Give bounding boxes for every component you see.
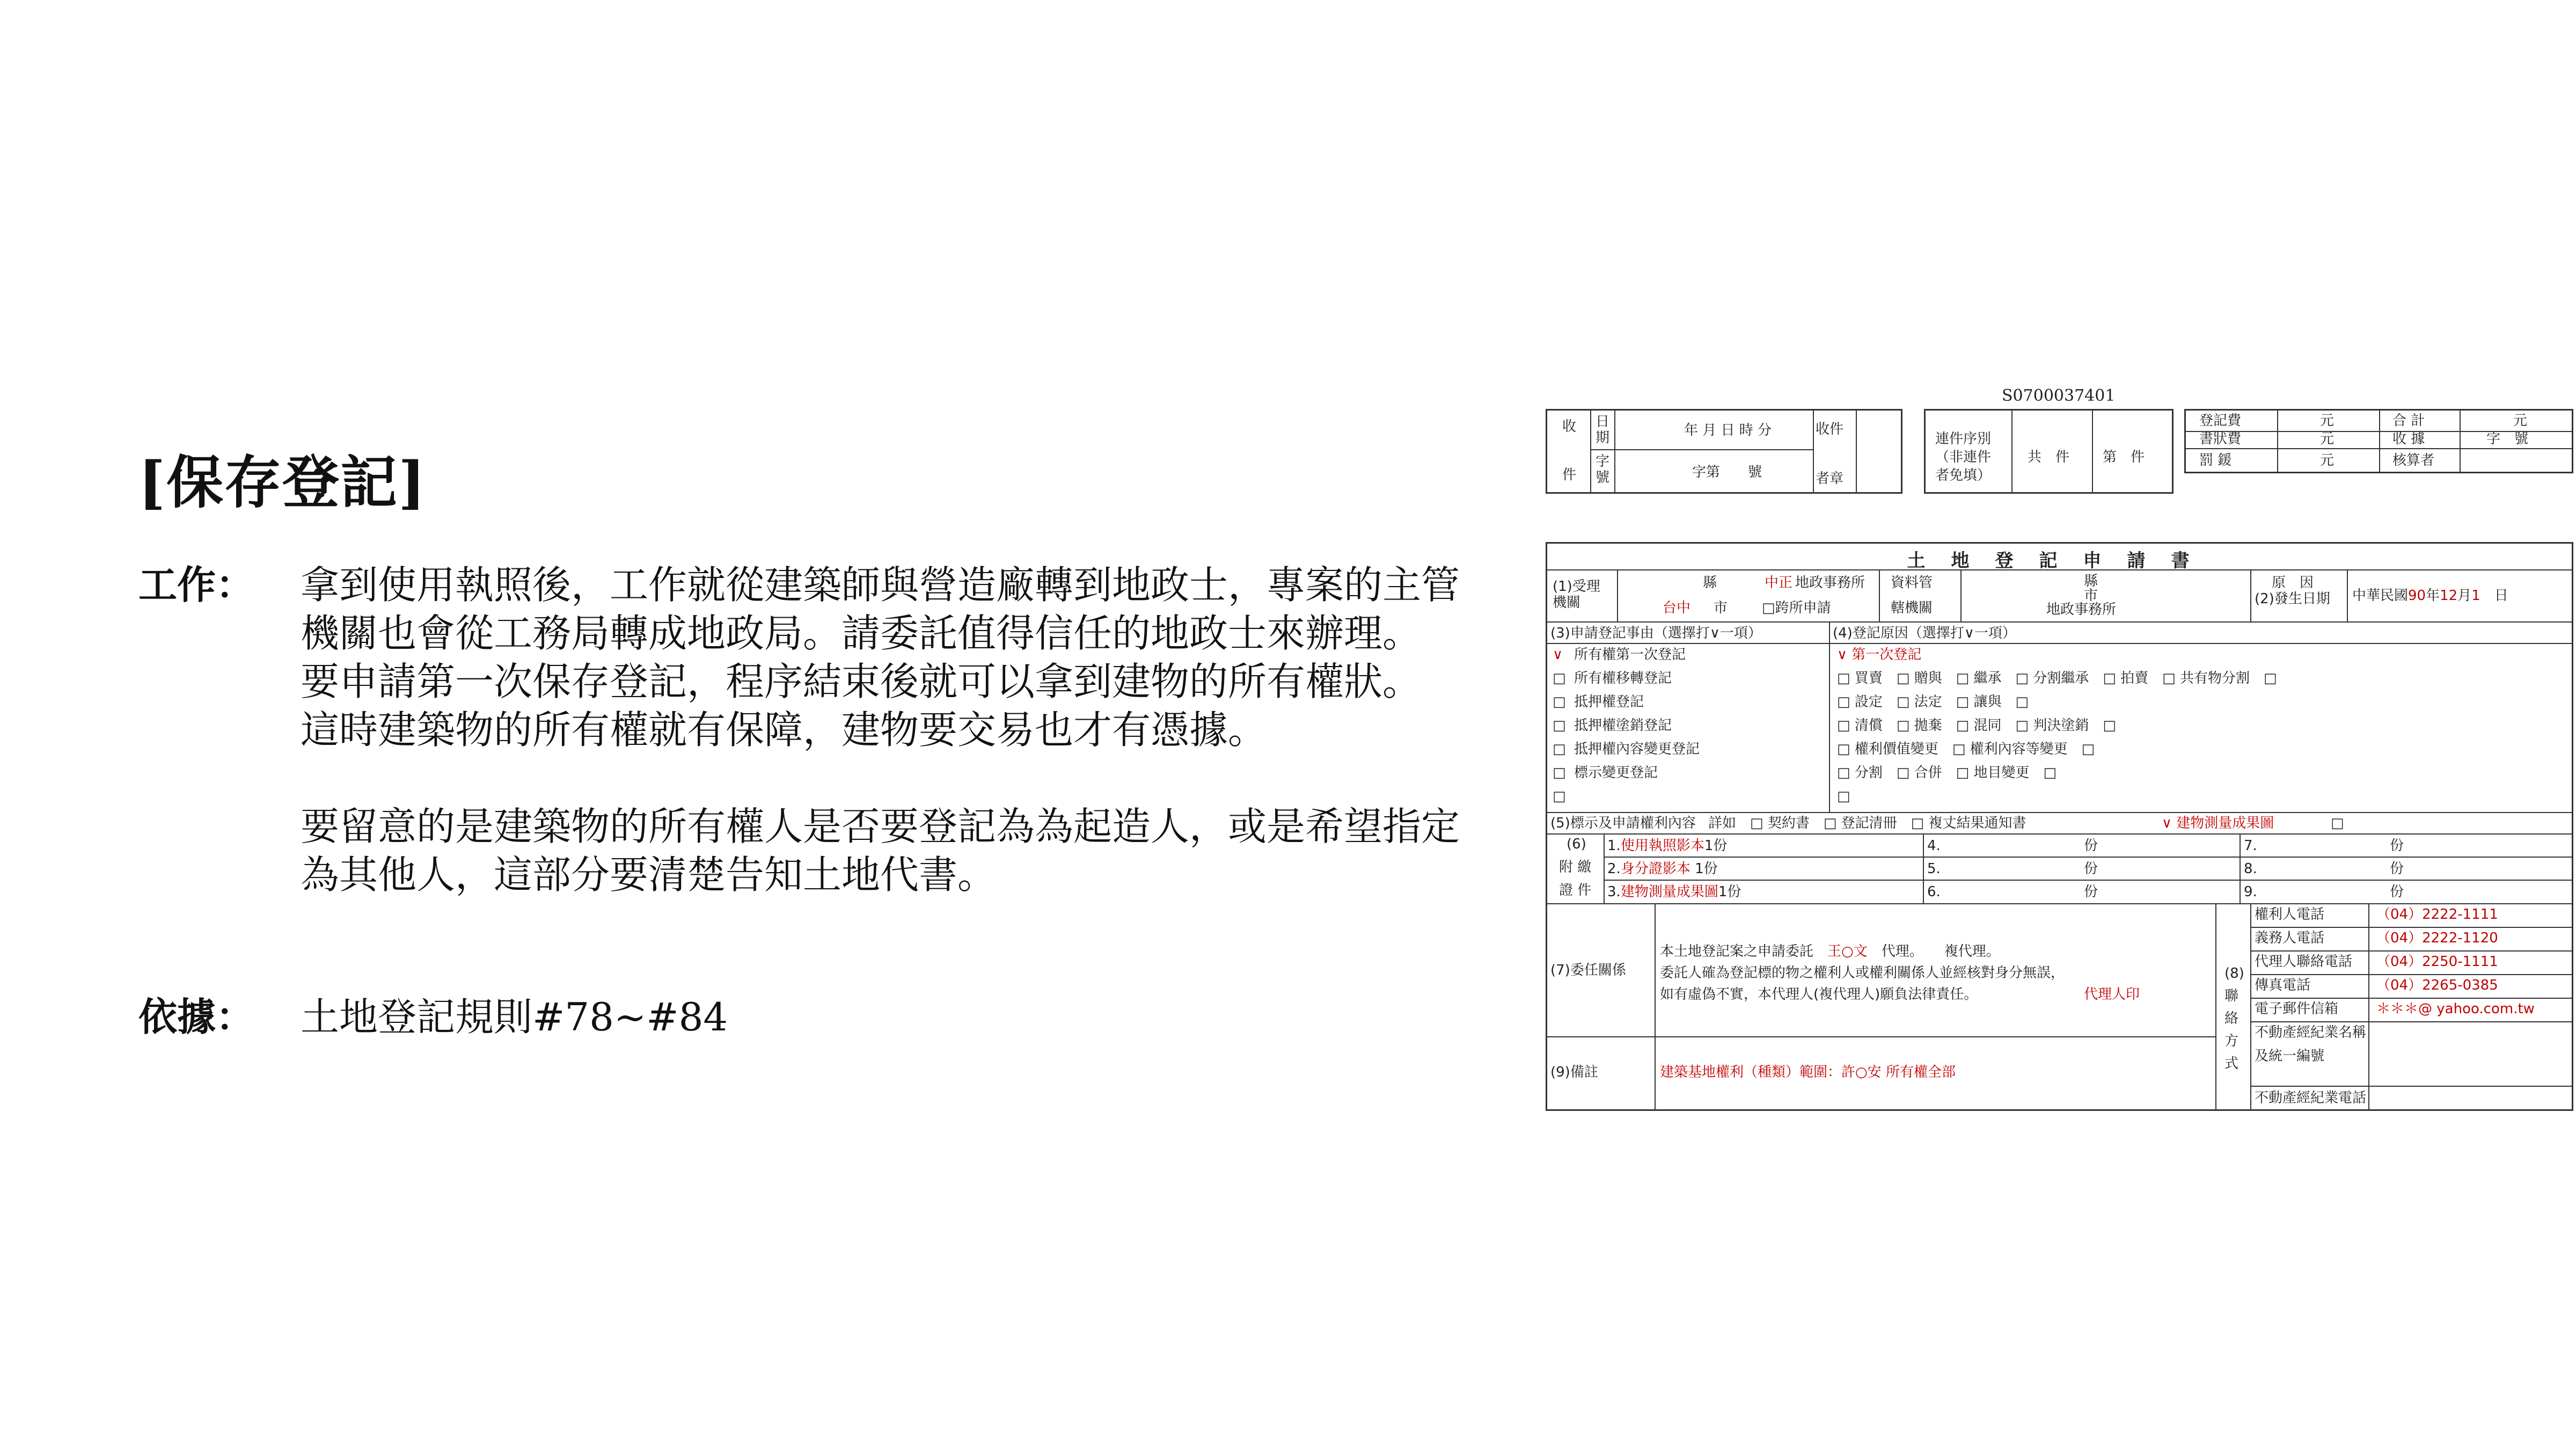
cross-office-checkbox[interactable]: □跨所申請	[1762, 600, 1831, 616]
fee-reg-yuan: 元	[2320, 413, 2334, 429]
agency-office: 中正	[1765, 575, 1793, 591]
fen-label: 份	[2390, 838, 2404, 854]
jurisdiction-label: 轄機關	[1891, 600, 1933, 616]
fee-cert: 書狀費	[2199, 431, 2242, 447]
contact-value: （04）2265-0385	[2376, 977, 2498, 993]
serial-label-3: 者免填）	[1935, 467, 1992, 484]
registration-form	[1546, 386, 2573, 1111]
data-county: 縣	[2084, 573, 2098, 589]
fee-total-yuan: 元	[2513, 413, 2528, 429]
reason-left-text: 抵押權登記	[1574, 694, 1644, 710]
sec3-header: (3)申請登記事由（選擇打∨一項）	[1550, 625, 1762, 641]
occur-date-label: (2)發生日期	[2255, 591, 2330, 607]
contact-value: （04）2222-1120	[2376, 930, 2498, 946]
fee-receipt: 收 據	[2392, 431, 2425, 447]
fen-label: 份	[2390, 861, 2404, 877]
work-line: 這時建築物的所有權就有保障，建物要交易也才有憑據。	[301, 707, 1267, 752]
data-city: 市	[2084, 588, 2098, 604]
form-title: 土地登記申請書	[1907, 550, 2215, 572]
attachment-5: 5.	[1927, 861, 1941, 877]
fee-fine-yuan: 元	[2320, 452, 2334, 469]
reason-left-mark[interactable]: ∨	[1553, 647, 1563, 663]
date-year: 90	[2408, 588, 2426, 604]
sec9-label: (9)備註	[1550, 1064, 1598, 1080]
agency-city-suffix: 市	[1714, 600, 1728, 616]
sec9-text: 建築基地權利（種類）範圍：許○安 所有權全部	[1660, 1064, 1956, 1080]
attachment-7: 7.	[2244, 838, 2257, 854]
attachment-6: 6.	[1927, 884, 1941, 900]
main-form	[1546, 542, 2573, 1111]
work-line: 為其他人，這部分要清楚告知土地代書。	[301, 852, 997, 897]
contact-label: 及統一編號	[2255, 1048, 2325, 1064]
fee-cert-yuan: 元	[2320, 431, 2334, 447]
work-label: 工作：	[138, 562, 255, 608]
sec5-tail[interactable]: □	[2331, 815, 2344, 831]
basis-text: 土地登記規則#78~#84	[301, 994, 728, 1040]
reason-right[interactable]: □ 權利價值變更 □ 權利內容等變更 □	[1837, 741, 2095, 757]
reason-left-text: 所有權移轉登記	[1574, 670, 1672, 686]
work-line: 要留意的是建築物的所有權人是否要登記為為起造人，或是希望指定	[301, 804, 1460, 849]
fee-zihao: 字 號	[2486, 431, 2529, 447]
data-mgmt-label: 資料管	[1891, 575, 1933, 591]
sec7-line2: 委託人確為登記標的物之權利人或權利關係人並經核對身分無誤，	[1660, 965, 2065, 981]
attachment-3: 3.建物測量成果圖1份	[1607, 884, 1741, 900]
reason-left-text: 抵押權內容變更登記	[1574, 741, 1700, 757]
reason-left-mark[interactable]: □	[1553, 765, 1566, 781]
form-serial: S0700037401	[2002, 386, 2116, 405]
attachment-1: 1.使用執照影本1份	[1607, 838, 1728, 854]
serial-label-2: （非連件	[1935, 449, 1992, 465]
reason-left-text: 抵押權塗銷登記	[1574, 718, 1672, 734]
agency-city: 台中	[1663, 600, 1691, 616]
fee-fine: 罰 鍰	[2199, 452, 2232, 469]
sec6-label-1: (6)	[1567, 836, 1586, 852]
data-office: 地政事務所	[2046, 602, 2117, 618]
contact-label: 電子郵件信箱	[2255, 1001, 2339, 1017]
sec7-line1: 本土地登記案之申請委託 王○文 代理。 複代理。	[1660, 943, 2000, 960]
agency-office-suffix: 地政事務所	[1795, 575, 1865, 591]
serial-box	[1924, 409, 2174, 494]
agency-county: 縣	[1703, 575, 1717, 591]
attachment-4: 4.	[1927, 838, 1941, 854]
fen-label: 份	[2084, 884, 2098, 900]
occur-date	[2352, 588, 2508, 604]
fee-reg: 登記費	[2199, 413, 2242, 429]
contact-label: 不動產經紀業電話	[2255, 1090, 2367, 1106]
fen-label: 份	[2390, 884, 2404, 900]
sec7-line3: 如有虛偽不實，本代理人(複代理人)願負法律責任。	[1660, 986, 1978, 1002]
cause-label: 原 因	[2272, 575, 2314, 591]
reason-left-mark[interactable]: □	[1553, 741, 1566, 757]
receipt-receiver2: 者章	[1816, 471, 1844, 487]
receipt-jian: 件	[1562, 467, 1577, 483]
attachment-8: 8.	[2244, 861, 2257, 877]
agency-label: (1)受理機關	[1553, 579, 1600, 611]
slide-title: [保存登記]	[138, 449, 427, 516]
sec5-items[interactable]: 詳如 □ 契約書 □ 登記清冊 □ 複丈結果通知書	[1708, 815, 2026, 831]
work-line: 要申請第一次保存登記，程序結束後就可以拿到建物的所有權狀。	[301, 659, 1422, 704]
date-month: 12	[2440, 588, 2458, 604]
reason-right[interactable]: □ 設定 □ 法定 □ 讓與 □	[1837, 694, 2029, 710]
receipt-no-value: 字第 號	[1692, 464, 1762, 480]
reason-left-mark[interactable]: □	[1553, 718, 1566, 734]
reason-left-mark[interactable]: □	[1553, 788, 1566, 804]
date-mid2: 月	[2457, 588, 2472, 604]
date-prefix: 中華民國	[2352, 588, 2409, 604]
sec5-label: (5)標示及申請權利內容	[1550, 815, 1696, 831]
date-suffix: 日	[2494, 588, 2508, 604]
fen-label: 份	[2084, 861, 2098, 877]
contact-value: （04）2222-1111	[2376, 906, 2498, 923]
receipt-date-label: 日期	[1596, 414, 1610, 446]
basis-label: 依據：	[138, 994, 255, 1040]
receipt-date-value: 年 月 日 時 分	[1684, 422, 1772, 438]
work-line: 機關也會從工務局轉成地政局。請委託值得信任的地政士來辦理。	[301, 611, 1422, 656]
contact-value: （04）2250-1111	[2376, 954, 2498, 970]
sec6-label-2: 附 繳	[1559, 859, 1592, 875]
contact-label: 權利人電話	[2255, 906, 2325, 923]
reason-right[interactable]: ∨ 第一次登記	[1837, 647, 1922, 663]
reason-left-text: 所有權第一次登記	[1574, 647, 1686, 663]
contact-label: 代理人聯絡電話	[2255, 954, 2353, 970]
contact-label: 義務人電話	[2255, 930, 2325, 946]
reason-right[interactable]: □ 買賣 □ 贈與 □ 繼承 □ 分割繼承 □ 拍賣 □ 共有物分割 □	[1837, 670, 2277, 686]
reason-right[interactable]: □ 分割 □ 合併 □ 地目變更 □	[1837, 765, 2057, 781]
sec8-label: (8)聯絡方式	[2224, 965, 2244, 1072]
attachment-9: 9.	[2244, 884, 2257, 900]
receipt-receiver: 收件	[1816, 421, 1844, 437]
serial-nth: 第 件	[2103, 449, 2145, 465]
sec6-label-3: 證 件	[1559, 882, 1592, 898]
receipt-box	[1546, 409, 1902, 494]
fee-total: 合 計	[2392, 413, 2425, 429]
attachment-2: 2.身分證影本 1份	[1607, 861, 1718, 877]
reason-left-mark[interactable]: □	[1553, 670, 1566, 686]
work-text	[301, 561, 1674, 899]
fee-checker: 核算者	[2392, 452, 2435, 469]
reason-right[interactable]: □	[1837, 788, 1850, 804]
contact-label: 傳真電話	[2255, 977, 2311, 993]
sec5-checked[interactable]: ∨ 建物測量成果圖	[2162, 815, 2274, 831]
receipt-no-label: 字號	[1596, 453, 1610, 486]
contact-label: 不動產經紀業名稱	[2255, 1024, 2367, 1041]
serial-total: 共 件	[2028, 449, 2070, 465]
receipt-shou: 收	[1562, 419, 1577, 435]
reason-left-mark[interactable]: □	[1553, 694, 1566, 710]
date-day: 1	[2471, 588, 2480, 604]
serial-label-1: 連件序別	[1935, 431, 1992, 447]
reason-left-text: 標示變更登記	[1574, 765, 1658, 781]
sec4-header: (4)登記原因（選擇打∨一項）	[1833, 625, 2016, 641]
reason-right[interactable]: □ 清償 □ 拋棄 □ 混同 □ 判決塗銷 □	[1837, 718, 2116, 734]
date-mid: 年	[2426, 588, 2440, 604]
sec7-seal: 代理人印	[2084, 986, 2140, 1002]
fee-box	[2184, 409, 2573, 473]
fen-label: 份	[2084, 838, 2098, 854]
work-line: 拿到使用執照後，工作就從建築師與營造廠轉到地政士，專案的主管	[301, 562, 1460, 608]
contact-value: ＊＊＊@ yahoo.com.tw	[2376, 1001, 2535, 1017]
sec7-label: (7)委任關係	[1550, 962, 1626, 978]
